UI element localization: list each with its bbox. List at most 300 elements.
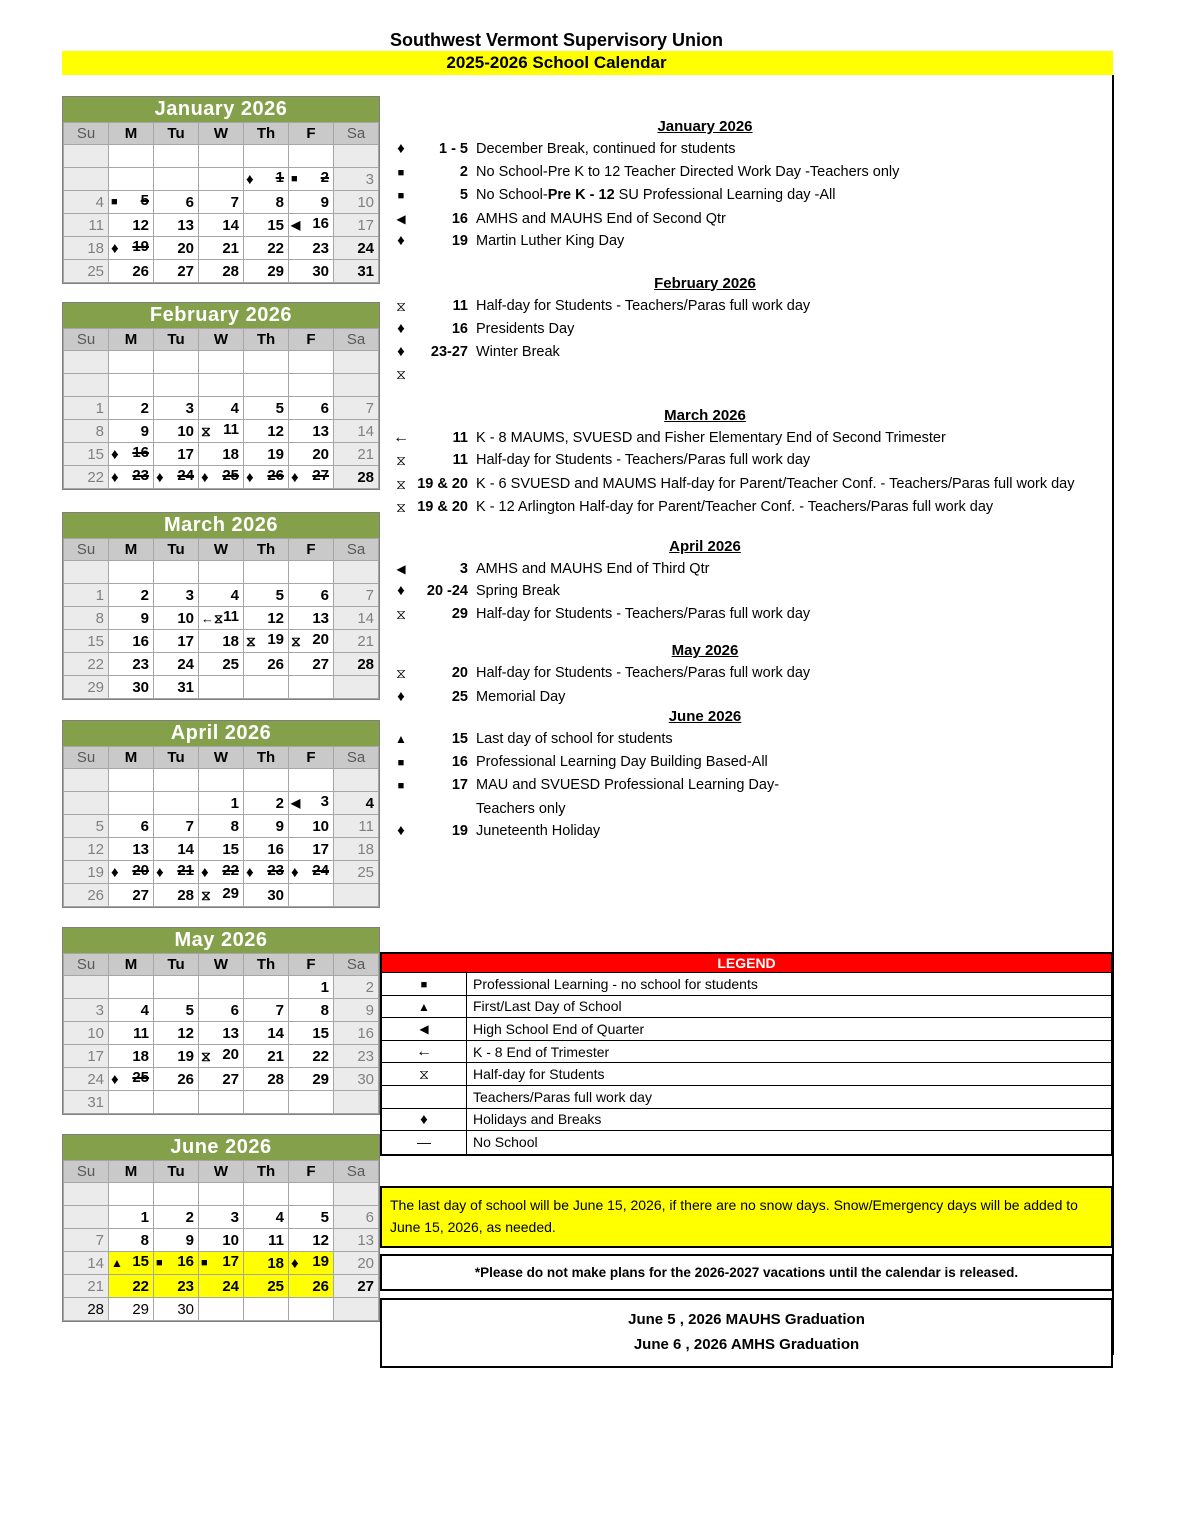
- day-cell-empty: [109, 976, 154, 999]
- day-number: 16: [132, 443, 149, 461]
- hourglass-icon: ⧖: [246, 632, 256, 649]
- day-number: 10: [177, 609, 194, 627]
- weekday-header-w: W: [199, 123, 244, 145]
- square-icon: ■: [111, 195, 118, 208]
- day-cell-empty: [199, 676, 244, 699]
- event-description: Spring Break: [476, 583, 560, 599]
- day-number: 25: [267, 1277, 284, 1295]
- day-cell-empty: [289, 561, 334, 584]
- day-number: 27: [132, 886, 149, 904]
- day-number: 1: [140, 1208, 149, 1226]
- weekday-header-f: F: [289, 747, 334, 769]
- day-cell-empty: [64, 145, 109, 168]
- day-cell-empty: [244, 769, 289, 792]
- day-cell: [64, 884, 109, 907]
- square-icon: ■: [397, 190, 405, 202]
- day-number: 19: [132, 237, 149, 255]
- legend-label: Holidays and Breaks: [473, 1111, 602, 1128]
- day-number: 30: [132, 678, 149, 696]
- day-number: 6: [365, 1208, 374, 1226]
- event-description: Half-day for Students - Teachers/Paras full work day: [476, 297, 811, 314]
- event-description: Memorial Day: [476, 688, 566, 705]
- day-number: 22: [222, 861, 239, 879]
- day-cell: [334, 191, 379, 214]
- week-row: [64, 838, 379, 861]
- day-cell: [199, 861, 244, 884]
- day-number: 30: [312, 262, 329, 280]
- event-icon-cell: [388, 774, 414, 798]
- day-cell-empty: [244, 1091, 289, 1114]
- week-row: [64, 999, 379, 1022]
- week-row: [64, 260, 379, 283]
- event-row: [388, 161, 1112, 185]
- month-title: January 2026: [63, 97, 379, 122]
- diamond-icon: ♦: [397, 320, 405, 337]
- day-cell: [199, 815, 244, 838]
- event-icon-cell: [388, 473, 414, 497]
- weekday-header-w: W: [199, 1161, 244, 1183]
- weekday-header-sa: Sa: [334, 123, 379, 145]
- legend-row: [382, 1131, 1111, 1154]
- square-icon: ■: [201, 1256, 208, 1269]
- day-number: 28: [267, 1070, 284, 1088]
- day-number: 8: [95, 609, 104, 627]
- day-number: 29: [132, 1300, 149, 1318]
- day-cell: [109, 884, 154, 907]
- day-number: 14: [357, 609, 374, 627]
- day-number: 20: [312, 630, 329, 648]
- day-number: 5: [95, 817, 104, 835]
- day-cell-empty: [244, 374, 289, 397]
- day-number: 25: [357, 863, 374, 881]
- weekday-header-f: F: [289, 329, 334, 351]
- day-number: 17: [177, 632, 194, 650]
- week-row: [64, 191, 379, 214]
- legend-label: First/Last Day of School: [473, 998, 622, 1015]
- legend-label: No School: [473, 1134, 538, 1151]
- diamond-icon: ♦: [246, 863, 254, 881]
- day-number: 24: [357, 239, 374, 257]
- event-row: [388, 184, 1112, 208]
- hourglass-icon: ⧖: [396, 475, 406, 492]
- day-cell-empty: [289, 1298, 334, 1321]
- event-description: Presidents Day: [476, 321, 575, 337]
- day-number: 17: [357, 216, 374, 234]
- legend-label: Professional Learning - no school for students: [473, 975, 758, 992]
- day-cell: [289, 1275, 334, 1298]
- day-cell: [334, 397, 379, 420]
- day-cell-empty: [334, 374, 379, 397]
- day-number: 20: [312, 445, 329, 463]
- event-date: 1 - 5: [438, 141, 468, 157]
- triangle-left-icon: ◀: [291, 795, 301, 810]
- day-number: 10: [87, 1024, 104, 1042]
- day-cell: [109, 443, 154, 466]
- day-cell: [64, 1275, 109, 1298]
- event-date: 25: [451, 688, 468, 705]
- event-icon-cell: [388, 208, 414, 231]
- week-row: [64, 1022, 379, 1045]
- day-cell: [289, 861, 334, 884]
- legend-icon-cell: [382, 1086, 467, 1108]
- day-number: 22: [87, 655, 104, 673]
- event-date: 5: [459, 187, 468, 203]
- day-cell: [109, 1045, 154, 1068]
- weekday-header-m: M: [109, 954, 154, 976]
- day-cell: [199, 607, 244, 630]
- event-description: Winter Break: [476, 343, 560, 360]
- event-description: Juneteenth Holiday: [476, 823, 601, 839]
- day-number: 12: [87, 840, 104, 858]
- day-cell-empty: [199, 561, 244, 584]
- day-cell-empty: [289, 351, 334, 374]
- legend-row: [382, 1063, 1111, 1086]
- day-number: 17: [222, 1252, 239, 1270]
- weekday-header-su: Su: [64, 123, 109, 145]
- day-cell: [244, 630, 289, 653]
- day-cell: [154, 1206, 199, 1229]
- event-date: 23-27: [430, 343, 468, 360]
- day-number: 9: [320, 193, 329, 211]
- day-cell: [154, 1229, 199, 1252]
- day-number: 24: [222, 1277, 239, 1295]
- day-cell-empty: [334, 145, 379, 168]
- triangle-up-icon: ▲: [395, 732, 407, 746]
- weekday-header-sa: Sa: [334, 539, 379, 561]
- event-icon-cell: [388, 603, 414, 627]
- hourglass-icon: ⧖: [396, 452, 406, 468]
- day-cell: [154, 584, 199, 607]
- day-number: 14: [177, 840, 194, 858]
- weekday-header-th: Th: [244, 123, 289, 145]
- week-row: [64, 374, 379, 397]
- day-number: 6: [320, 399, 329, 417]
- event-description: Teachers only: [476, 800, 566, 817]
- day-cell-empty: [199, 145, 244, 168]
- weekday-header-f: F: [289, 539, 334, 561]
- triangle-up-icon: ▲: [418, 999, 430, 1014]
- day-number: 15: [222, 840, 239, 858]
- day-cell-empty: [64, 374, 109, 397]
- day-cell: [244, 1045, 289, 1068]
- day-number: 11: [358, 817, 374, 835]
- day-cell: [109, 397, 154, 420]
- day-cell: [154, 653, 199, 676]
- legend-label: High School End of Quarter: [473, 1020, 645, 1037]
- week-row: [64, 237, 379, 260]
- day-number: 5: [140, 191, 149, 209]
- day-cell-empty: [244, 1298, 289, 1321]
- hourglass-icon: ⧖: [201, 886, 211, 903]
- day-cell: [334, 466, 379, 489]
- event-icon-cell: [388, 341, 414, 364]
- diamond-icon: ♦: [156, 468, 164, 486]
- day-number: 20: [177, 239, 194, 257]
- event-row: [388, 686, 1112, 709]
- day-cell: [154, 260, 199, 283]
- diamond-icon: ♦: [201, 468, 209, 486]
- week-row: [64, 145, 379, 168]
- day-cell: [244, 815, 289, 838]
- event-icon-cell: [388, 427, 414, 450]
- day-cell-empty: [244, 351, 289, 374]
- snow-days-note: [380, 1186, 1113, 1248]
- day-number: 26: [267, 466, 284, 484]
- day-number: 22: [312, 1047, 329, 1065]
- day-number: 9: [365, 1001, 374, 1019]
- weekday-header-sa: Sa: [334, 747, 379, 769]
- diamond-icon: ♦: [397, 822, 405, 839]
- day-cell: [199, 1229, 244, 1252]
- event-description: No School-Pre K - 12 SU Professional Learning day -All: [476, 187, 836, 203]
- day-number: 13: [312, 422, 329, 440]
- diamond-icon: ♦: [397, 140, 405, 157]
- day-cell: [199, 191, 244, 214]
- day-cell-empty: [199, 769, 244, 792]
- day-number: 16: [177, 1252, 194, 1270]
- event-icon-cell: [388, 230, 414, 253]
- event-description: No School-Pre K to 12 Teacher Directed Work Day -Teachers only: [476, 163, 900, 180]
- day-cell: [199, 214, 244, 237]
- day-number: 2: [320, 168, 329, 186]
- day-number: 25: [222, 655, 239, 673]
- day-cell: [109, 1206, 154, 1229]
- day-cell: [154, 237, 199, 260]
- event-row: [388, 449, 1112, 473]
- day-cell: [199, 237, 244, 260]
- diamond-icon: ♦: [291, 468, 299, 486]
- day-number: 18: [222, 445, 239, 463]
- day-number: 21: [87, 1277, 104, 1295]
- day-number: 31: [357, 262, 374, 280]
- day-number: 24: [312, 861, 329, 879]
- triangle-left-icon: ◀: [396, 561, 406, 576]
- event-date: 29: [451, 605, 468, 622]
- day-cell: [289, 237, 334, 260]
- day-cell: [154, 630, 199, 653]
- day-cell: [289, 1045, 334, 1068]
- hourglass-icon: ⧖: [396, 605, 406, 622]
- day-cell-empty: [154, 561, 199, 584]
- day-cell: [154, 191, 199, 214]
- day-cell-empty: [64, 561, 109, 584]
- day-cell: [334, 630, 379, 653]
- event-row: [388, 138, 1112, 161]
- day-number: 19: [87, 863, 104, 881]
- diamond-icon: ♦: [420, 1110, 428, 1128]
- day-number: 2: [140, 399, 149, 417]
- week-row: [64, 1298, 379, 1321]
- day-cell-empty: [109, 145, 154, 168]
- day-cell: [244, 214, 289, 237]
- day-cell: [334, 1068, 379, 1091]
- square-icon: ■: [420, 979, 428, 991]
- day-number: 18: [267, 1254, 284, 1272]
- legend-icon-cell: [382, 1109, 467, 1131]
- day-number: 7: [230, 193, 239, 211]
- legend-title: LEGEND: [382, 954, 1111, 973]
- week-row: [64, 1229, 379, 1252]
- graduation-mauhs: June 5 , 2026 MAUHS Graduation: [628, 1311, 865, 1328]
- day-cell: [109, 861, 154, 884]
- day-cell-empty: [199, 168, 244, 191]
- week-row: [64, 1068, 379, 1091]
- month-title: March 2026: [63, 513, 379, 538]
- day-cell: [199, 1206, 244, 1229]
- day-number: 7: [185, 817, 194, 835]
- day-number: 11: [268, 1231, 284, 1249]
- legend-row: [382, 1109, 1111, 1132]
- day-cell: [289, 999, 334, 1022]
- day-number: 30: [177, 1300, 194, 1318]
- event-icon-cell: [388, 184, 414, 208]
- day-number: 10: [177, 422, 194, 440]
- day-number: 27: [312, 466, 329, 484]
- hourglass-icon: ⧖: [396, 297, 406, 314]
- right-border-rule: [1112, 75, 1114, 1355]
- weekday-header-su: Su: [64, 539, 109, 561]
- events-column: [388, 118, 1112, 843]
- diamond-icon: ♦: [397, 342, 405, 360]
- day-cell: [109, 1252, 154, 1275]
- day-number: 23: [177, 1277, 194, 1295]
- day-cell: [64, 1298, 109, 1321]
- weekday-header-f: F: [289, 954, 334, 976]
- day-cell: [244, 443, 289, 466]
- event-description: Half-day for Students - Teachers/Paras full work day: [476, 665, 811, 681]
- event-description: Last day of school for students: [476, 731, 673, 747]
- day-number: 1: [230, 794, 239, 812]
- day-cell: [244, 237, 289, 260]
- day-number: 20: [222, 1045, 239, 1063]
- day-cell: [64, 443, 109, 466]
- event-description: December Break, continued for students: [476, 141, 736, 157]
- day-number: 31: [177, 678, 194, 696]
- week-row: [64, 769, 379, 792]
- triangle-left-icon: ◀: [419, 1022, 429, 1037]
- day-number: 2: [275, 794, 284, 812]
- event-icon-cell: [388, 580, 414, 603]
- event-description: MAU and SVUESD Professional Learning Day-: [476, 777, 780, 793]
- day-cell: [64, 999, 109, 1022]
- event-date: 20 -24: [426, 583, 468, 599]
- weekday-header-th: Th: [244, 329, 289, 351]
- day-cell-empty: [109, 792, 154, 815]
- events-spacer: [388, 520, 1112, 538]
- day-cell: [64, 420, 109, 443]
- day-cell-empty: [199, 351, 244, 374]
- event-date: 16: [451, 753, 468, 770]
- legend-row: [382, 1041, 1111, 1064]
- week-row: [64, 466, 379, 489]
- event-date: 3: [459, 560, 468, 577]
- weekday-header-th: Th: [244, 539, 289, 561]
- day-cell: [334, 584, 379, 607]
- day-cell: [334, 976, 379, 999]
- day-number: 7: [365, 399, 374, 417]
- event-date: 11: [452, 429, 468, 446]
- day-cell: [64, 1045, 109, 1068]
- event-row: [388, 427, 1112, 450]
- week-row: [64, 561, 379, 584]
- day-cell-empty: [244, 1183, 289, 1206]
- day-cell-empty: [244, 676, 289, 699]
- day-cell: [289, 1068, 334, 1091]
- day-number: 27: [222, 1070, 239, 1088]
- day-number: 8: [275, 193, 284, 211]
- day-number: 15: [312, 1024, 329, 1042]
- day-cell: [334, 443, 379, 466]
- day-number: 13: [357, 1231, 374, 1249]
- day-cell: [199, 1045, 244, 1068]
- events-spacer: [388, 626, 1112, 642]
- day-cell: [244, 884, 289, 907]
- day-cell-empty: [109, 168, 154, 191]
- events-spacer: [388, 253, 1112, 275]
- day-cell: [109, 1275, 154, 1298]
- day-cell-empty: [109, 1183, 154, 1206]
- day-number: 4: [95, 193, 104, 211]
- event-row: [388, 230, 1112, 253]
- day-cell-empty: [199, 976, 244, 999]
- day-cell: [64, 191, 109, 214]
- legend-panel: [380, 952, 1113, 1156]
- day-number: 13: [132, 840, 149, 858]
- day-number: 15: [87, 445, 104, 463]
- day-cell: [154, 1275, 199, 1298]
- day-cell-empty: [154, 792, 199, 815]
- day-number: 1: [95, 586, 104, 604]
- events-month-heading: April 2026: [669, 537, 741, 555]
- day-cell: [289, 838, 334, 861]
- event-row: [388, 208, 1112, 231]
- event-description: K - 6 SVUESD and MAUMS Half-day for Parent/Teacher Conf. - Teachers/Paras full work day: [476, 475, 1075, 492]
- day-number: 26: [312, 1277, 329, 1295]
- day-cell: [199, 466, 244, 489]
- day-cell: [199, 653, 244, 676]
- day-number: 13: [177, 216, 194, 234]
- legend-row: [382, 996, 1111, 1019]
- day-cell-empty: [289, 374, 334, 397]
- day-cell-empty: [289, 884, 334, 907]
- event-date: 2: [459, 163, 468, 180]
- day-cell: [109, 584, 154, 607]
- page-title: Southwest Vermont Supervisory Union: [389, 30, 724, 50]
- event-description: K - 12 Arlington Half-day for Parent/Teacher Conf. - Teachers/Paras full work day: [476, 499, 994, 515]
- week-row: [64, 676, 379, 699]
- day-number: 5: [185, 1001, 194, 1019]
- day-number: 16: [357, 1024, 374, 1042]
- day-cell: [334, 1206, 379, 1229]
- week-row: [64, 976, 379, 999]
- day-cell: [109, 191, 154, 214]
- square-icon: ■: [397, 780, 405, 792]
- day-number: 23: [132, 655, 149, 673]
- legend-icon-cell: [382, 996, 467, 1018]
- event-date: 19 & 20: [417, 499, 468, 515]
- day-cell: [64, 466, 109, 489]
- legend-row: [382, 973, 1111, 996]
- day-number: 14: [267, 1024, 284, 1042]
- day-number: 19: [177, 1047, 194, 1065]
- day-cell: [154, 607, 199, 630]
- day-cell: [244, 1252, 289, 1275]
- vacation-plans-note-text: *Please do not make plans for the 2026-2027 vacations until the calendar is released.: [474, 1265, 1019, 1280]
- day-number: 4: [365, 794, 374, 812]
- day-cell: [109, 653, 154, 676]
- day-number: 19: [267, 445, 284, 463]
- event-icon-cell: [388, 686, 414, 709]
